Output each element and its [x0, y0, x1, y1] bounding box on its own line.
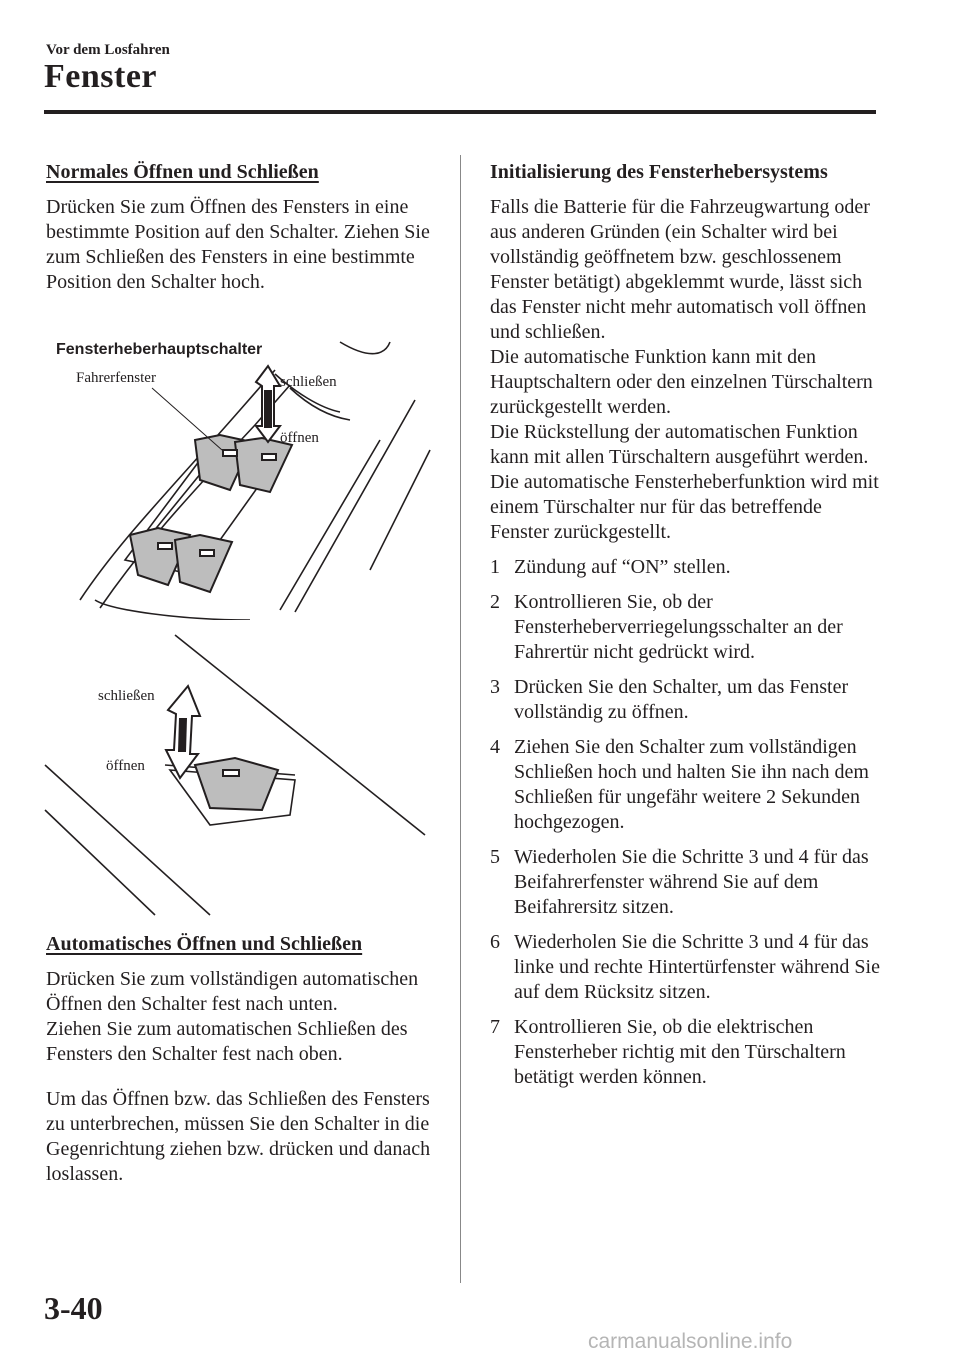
step-number: 2: [490, 591, 500, 613]
switch-buttons: [130, 435, 292, 592]
normal-heading: Normales Öffnen und Schließen: [46, 161, 319, 183]
list-item: [490, 555, 882, 580]
auto-body-3: Um das Öffnen bzw. das Schließen des Fensters zu unterbrechen, müssen Sie den Schalter in die Gegenrichtung ziehen bzw. drücken und danach loslassen.: [46, 1088, 431, 1185]
init-body-3: Die Rückstellung der automatischen Funktion kann mit allen Türschaltern ausgeführt werden. Die automatische Fensterheberfunktion wird mit einem Türschalter nur für das betreffende Fenster zurückgestellt.: [490, 421, 879, 543]
step-text: Kontrollieren Sie, ob die elektrischen Fensterheber richtig mit den Türschaltern betätigt werden können.: [514, 1016, 846, 1088]
list-item: [490, 845, 882, 920]
section-kicker: Vor dem Losfahren: [46, 42, 170, 58]
door-switch-button: [195, 758, 278, 810]
list-item: [490, 590, 882, 665]
list-item: [490, 735, 882, 835]
steps-list: [490, 555, 882, 1090]
step-text: Kontrollieren Sie, ob der Fensterheberverriegelungsschalter an der Fahrertür nicht gedrückt wird.: [514, 591, 843, 663]
step-text: Drücken Sie den Schalter, um das Fenster vollständig zu öffnen.: [514, 676, 849, 723]
step-number: 4: [490, 736, 500, 758]
label-close: schließen: [280, 374, 337, 390]
watermark: carmanualsonline.info: [588, 1330, 793, 1353]
door-label-open: öffnen: [106, 758, 145, 774]
figure-title: Fensterheberhauptschalter: [56, 341, 263, 358]
step-number: 5: [490, 846, 500, 868]
step-text: Wiederholen Sie die Schritte 3 und 4 für das linke und rechte Hintertürfenster während Sie auf dem Rücksitz sitzen.: [514, 931, 880, 1003]
column-divider: [460, 155, 461, 1283]
left-column-top: [46, 160, 436, 295]
init-heading: Initialisierung des Fensterhebersystems: [490, 161, 828, 183]
step-number: 6: [490, 931, 500, 953]
label-driver-window: Fahrerfenster: [76, 370, 156, 386]
right-column: [490, 160, 882, 1090]
step-text: Zündung auf “ON” stellen.: [514, 556, 731, 578]
master-switch-figure: [40, 330, 440, 620]
list-item: [490, 1015, 882, 1090]
step-text: Wiederholen Sie die Schritte 3 und 4 für das Beifahrerfenster während Sie auf dem Beifahrersitz sitzen.: [514, 846, 869, 918]
close-open-arrow: [256, 366, 280, 442]
door-label-close: schließen: [98, 688, 155, 704]
step-number: 1: [490, 556, 500, 578]
page-number: 3-40: [44, 1290, 103, 1326]
step-text: Ziehen Sie den Schalter zum vollständigen Schließen hoch und halten Sie ihn nach dem Schließen für ungefähr weitere 2 Sekunden hochgezogen.: [514, 736, 869, 833]
list-item: [490, 930, 882, 1005]
driver-leader-line: [152, 388, 222, 450]
auto-body-2: Ziehen Sie zum automatischen Schließen des Fensters den Schalter fest nach oben.: [46, 1018, 408, 1065]
door-switch-figure: [40, 630, 440, 920]
init-body-1: Falls die Batterie für die Fahrzeugwartung oder aus anderen Gründen (ein Schalter wird bei vollständig geöffnetem bzw. geschlossenem Fenster betätigt) abgeklemmt wurde, lässt sich das Fenster nicht mehr automatisch voll öffnen und schließen.: [490, 196, 870, 343]
page-title: Fenster: [44, 58, 158, 95]
normal-body: Drücken Sie zum Öffnen des Fensters in eine bestimmte Position auf den Schalter. Ziehen Sie zum Schließen des Fensters in eine bestimmte Position den Schalter hoch.: [46, 196, 430, 293]
title-rule: [44, 110, 876, 114]
list-item: [490, 675, 882, 725]
left-column-bottom: [46, 932, 436, 1187]
step-number: 7: [490, 1016, 500, 1038]
step-number: 3: [490, 676, 500, 698]
label-open: öffnen: [280, 430, 319, 446]
auto-body-1: Drücken Sie zum vollständigen automatischen Öffnen den Schalter fest nach unten.: [46, 968, 419, 1015]
auto-heading: Automatisches Öffnen und Schließen: [46, 933, 363, 955]
init-body-2: Die automatische Funktion kann mit den Hauptschaltern oder den einzelnen Türschaltern zurückgestellt werden.: [490, 346, 873, 418]
